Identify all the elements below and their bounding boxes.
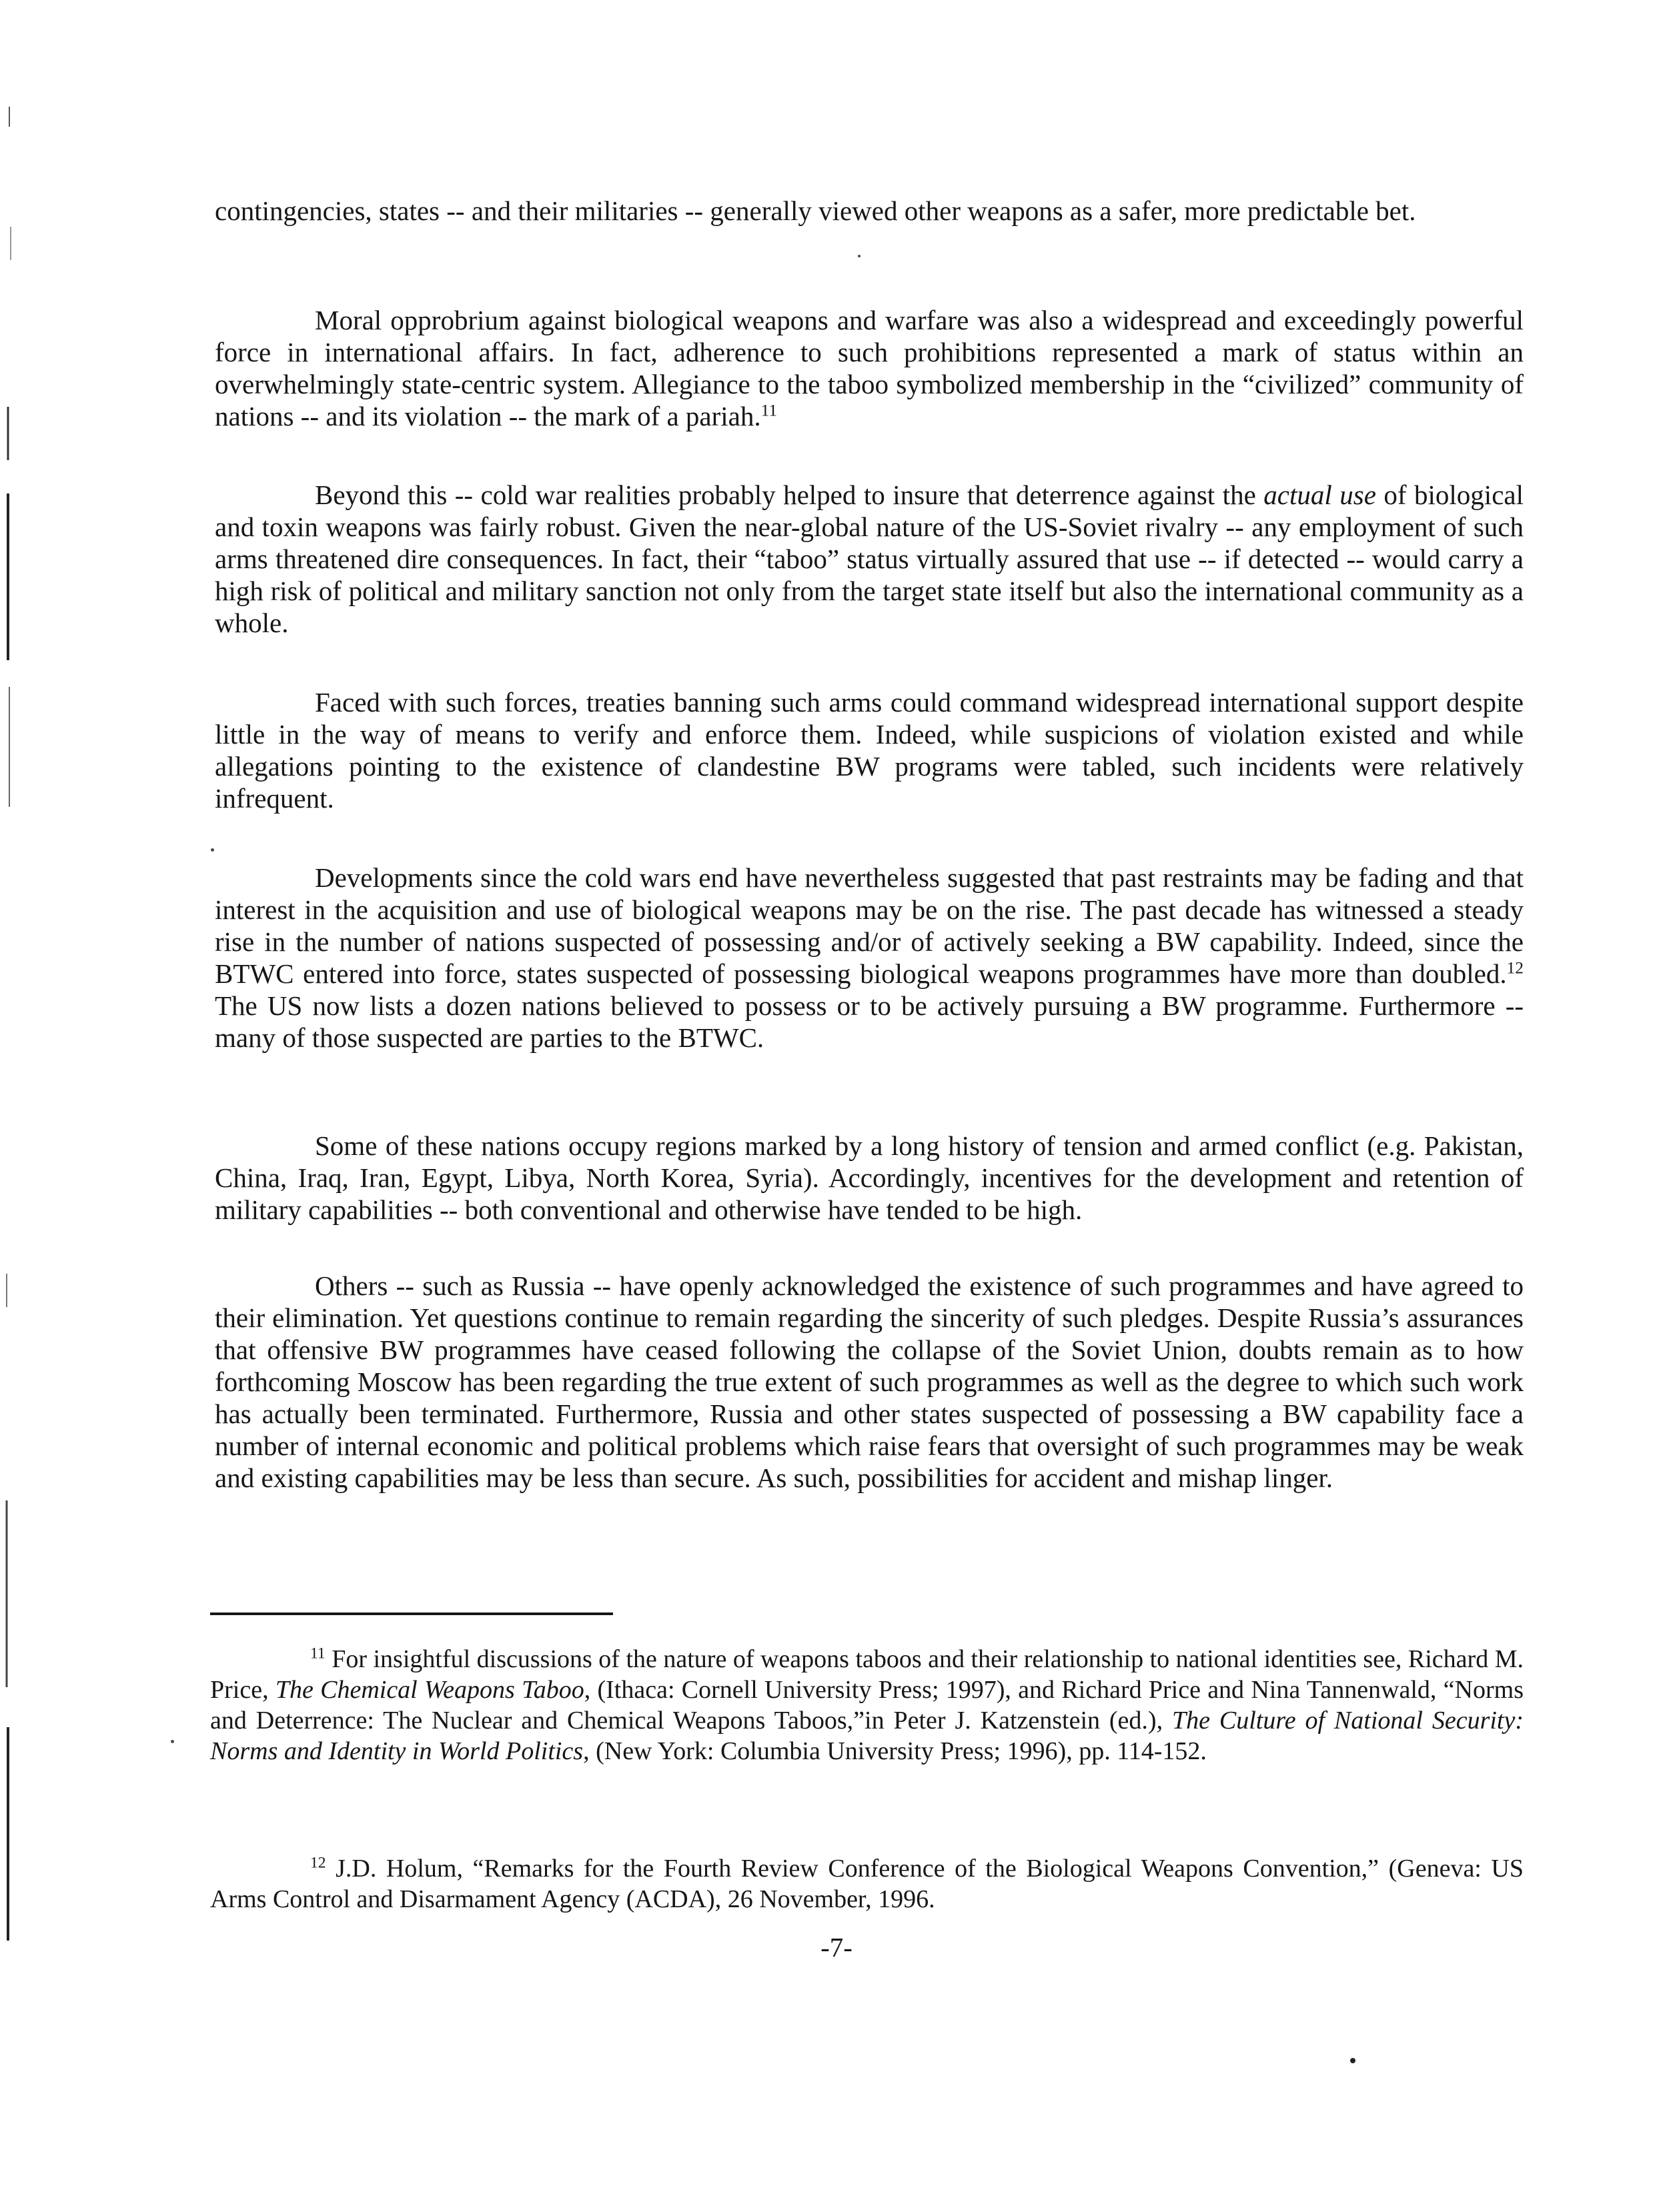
footnote-11-text-c: , (New York: Columbia University Press; 1996), pp. 114-152.: [583, 1737, 1207, 1765]
footnote-11-volume-title: The Culture of National Security: Norms and Identity in World Politics: [210, 1707, 1524, 1765]
scan-speck: [211, 848, 214, 852]
paragraph-0-text: contingencies, states -- and their militaries -- generally viewed other weapons as a safer, more predictable bet.: [215, 195, 1416, 226]
paragraph-regions-of-tension: [215, 1130, 1524, 1226]
paragraph-4-text-a: Developments since the cold wars end have nevertheless suggested that past restraints may be fading and that interest in the acquisition and use of biological weapons may be on the rise. The past decade has witnessed a steady rise in the number of nations suspected of possessing and/or of actively seeking a BW capability. Indeed, since the BTWC entered into force, states suspected of possessing biological weapons programmes have more than doubled.: [215, 862, 1524, 989]
paragraph-2-text-a: Beyond this -- cold war realities probably helped to insure that deterrence against the: [315, 479, 1264, 510]
scan-speck: [858, 255, 861, 257]
footnote-ref-11: 11: [760, 401, 778, 420]
footnote-11-number: 11: [310, 1644, 326, 1663]
paragraph-moral-opprobrium: [215, 304, 1524, 432]
paragraph-1-text: Moral opprobrium against biological weapons and warfare was also a widespread and exceedingly powerful force in international affairs. In fact, adherence to such prohibitions represented a mark of status within an overwhelmingly state-centric system. Allegiance to the taboo symbolized membership in the “civilized” community of nations -- and its violation -- the mark of a pariah.: [215, 305, 1524, 431]
footnote-11-book-title: The Chemical Weapons Taboo: [275, 1676, 584, 1704]
paragraph-cold-war-deterrence: [215, 479, 1524, 639]
footnote-11-text-b: , (Ithaca: Cornell University Press; 1997), and Richard Price and Nina Tannenwald, “Norms and Deterrence: The Nuclear and Chemical Weapons Taboos,”in Peter J. Katzenstein (ed.),: [210, 1676, 1524, 1735]
scan-speck: [1350, 2058, 1355, 2063]
binding-edge-marks: [0, 87, 15, 2167]
paragraph-6-text: Others -- such as Russia -- have openly acknowledged the existence of such programmes and have agreed to their elimination. Yet questions continue to remain regarding the sincerity of such pledges. Despite Russia’s assurances that offensive BW programmes have ceased following the collapse of the Soviet Union, doubts remain as to how forthcoming Moscow has been regarding the true extent of such programmes as well as the degree to which such work has actually been terminated. Furthermore, Russia and other states suspected of possessing a BW capability face a number of internal economic and political problems which raise fears that oversight of such programmes may be weak and existing capabilities may be less than secure. As such, possibilities for accident and mishap linger.: [215, 1270, 1524, 1493]
footnote-12: [210, 1853, 1524, 1915]
footnote-11-text-a: For insightful discussions of the nature of weapons taboos and their relationship to national identities see, Richard M. Price,: [210, 1645, 1524, 1704]
paragraph-2-text-b: of biological and toxin weapons was fairly robust. Given the near-global nature of the US-Soviet rivalry -- any employment of such arms threatened dire consequences. In fact, their “taboo” status virtually assured that use -- if detected -- would carry a high risk of political and military sanction not only from the target state itself but also the international community as a whole.: [215, 479, 1524, 638]
paragraph-3-text: Faced with such forces, treaties banning such arms could command widespread international support despite little in the way of means to verify and enforce them. Indeed, while suspicions of violation existed and while allegations pointing to the existence of clandestine BW programs were tabled, such incidents were relatively infrequent.: [215, 687, 1524, 814]
page-number: -7-: [820, 1932, 853, 1963]
footnote-12-text: J.D. Holum, “Remarks for the Fourth Review Conference of the Biological Weapons Convention,” (Geneva: US Arms Control and Disarmament Agency (ACDA), 26 November, 1996.: [210, 1855, 1524, 1913]
scan-speck: [171, 1740, 174, 1743]
footnote-ref-12: 12: [1506, 958, 1524, 978]
paragraph-2-emphasis: actual use: [1263, 479, 1376, 510]
paragraph-russia-programmes: [215, 1270, 1524, 1494]
footnote-11: [210, 1644, 1524, 1767]
paragraph-continuation: [215, 195, 1524, 227]
paragraph-4-text-b: The US now lists a dozen nations believed to possess or to be actively pursuing a BW programme. Furthermore -- many of those suspected are parties to the BTWC.: [215, 990, 1524, 1053]
footnote-separator: [210, 1612, 613, 1615]
paragraph-developments: [215, 862, 1524, 1054]
paragraph-treaties: [215, 686, 1524, 814]
paragraph-5-text: Some of these nations occupy regions marked by a long history of tension and armed conflict (e.g. Pakistan, China, Iraq, Iran, Egypt, Libya, North Korea, Syria). Accordingly, incentives for the development and retention of military capabilities -- both conventional and otherwise have tended to be high.: [215, 1130, 1524, 1225]
footnote-12-number: 12: [310, 1854, 326, 1872]
